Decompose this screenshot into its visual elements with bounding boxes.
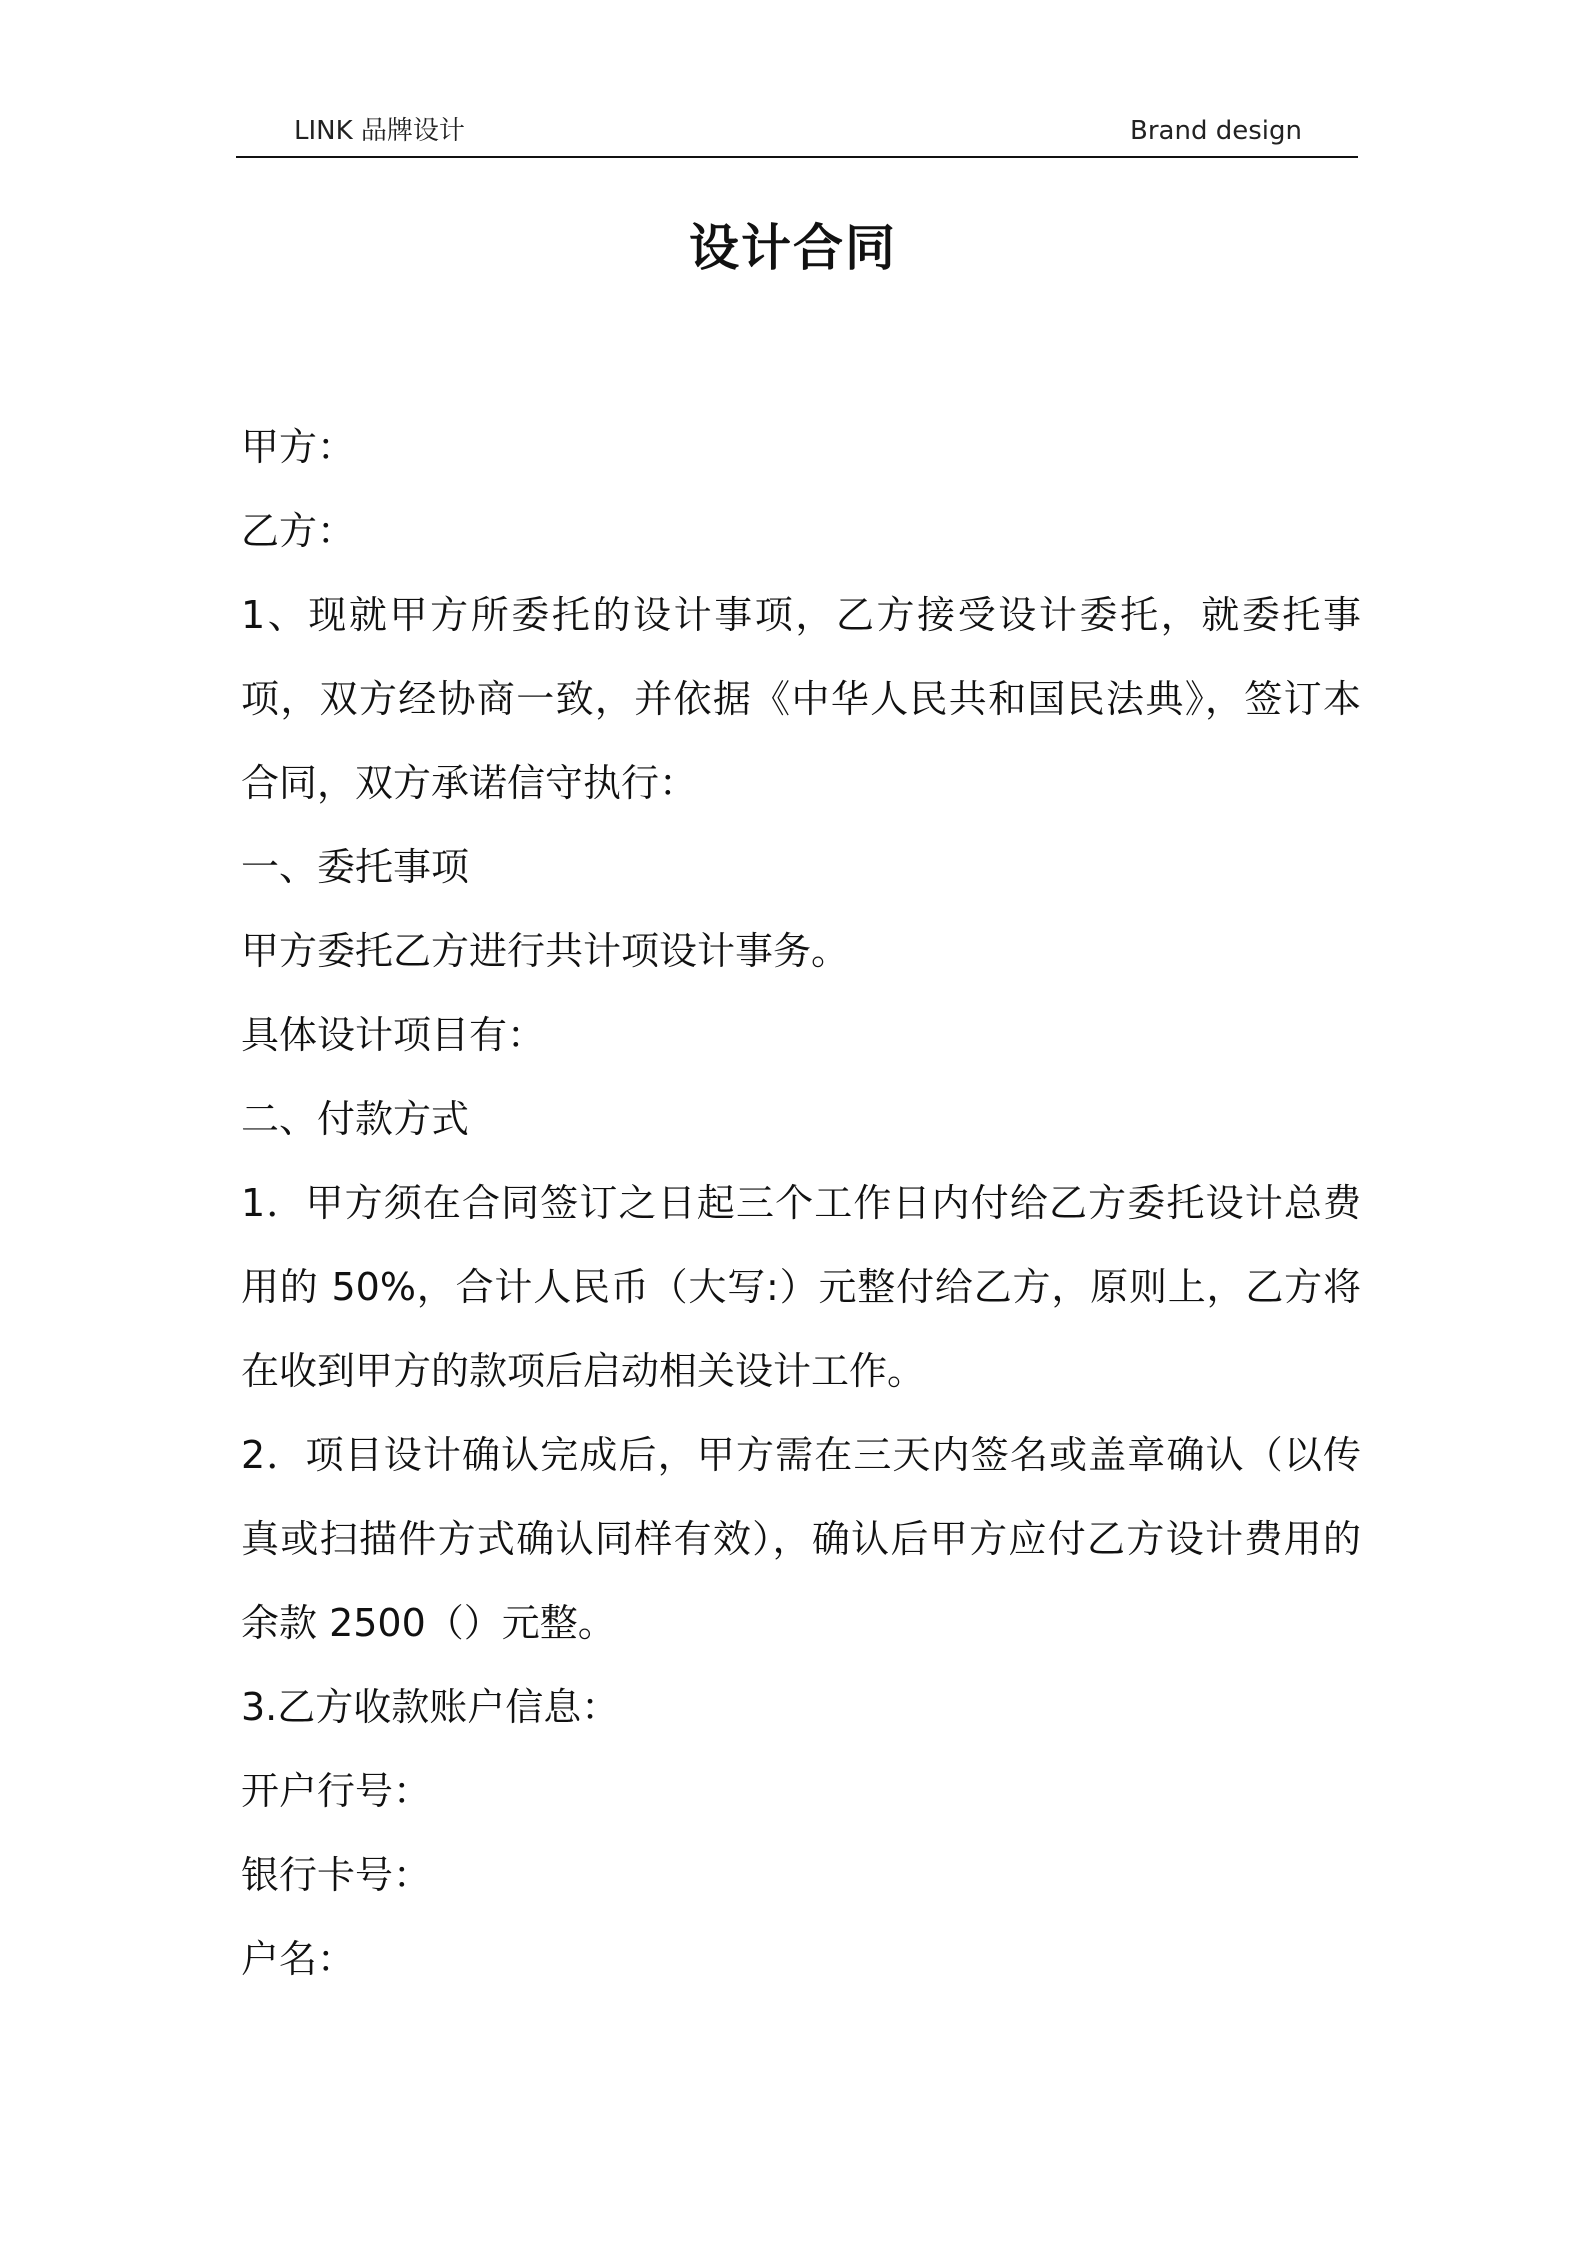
running-header [236, 112, 1358, 158]
preamble-paragraph: 1、现就甲方所委托的设计事项，乙方接受设计委托，就委托事项，双方经协商一致，并依据《中华人民共和国民法典》，签订本合同，双方承诺信守执行： [241, 593, 1361, 805]
header-brand-text: LINK 品牌设计 [294, 116, 465, 146]
payment-clause-1: 1．甲方须在合同签订之日起三个工作日内付给乙方委托设计总费用的 50%，合计人民币（大写:）元整付给乙方，原则上，乙方将在收到甲方的款项后启动相关设计工作。 [241, 1181, 1361, 1393]
document-title: 设计合同 [689, 219, 897, 277]
header-tagline-text: Brand design [1130, 116, 1302, 146]
party-b-line: 乙方： [241, 509, 356, 553]
payment-clause-2: 2．项目设计确认完成后，甲方需在三天内签名或盖章确认（以传真或扫描件方式确认同样有效），确认后甲方应付乙方设计费用的余款 2500（）元整。 [241, 1433, 1361, 1645]
contract-body [241, 405, 1361, 2001]
section-1-items-label: 具体设计项目有： [241, 1013, 546, 1057]
bank-name-line: 开户行号： [241, 1769, 432, 1813]
payment-clause-3: 3.乙方收款账户信息： [241, 1685, 620, 1729]
section-1-heading: 一、委托事项 [241, 845, 470, 889]
card-number-line: 银行卡号： [241, 1853, 432, 1897]
section-1-text: 甲方委托乙方进行共计项设计事务。 [241, 929, 850, 973]
section-2-heading: 二、付款方式 [241, 1097, 470, 1141]
party-a-line: 甲方： [241, 425, 356, 469]
account-name-line: 户名： [241, 1937, 356, 1981]
